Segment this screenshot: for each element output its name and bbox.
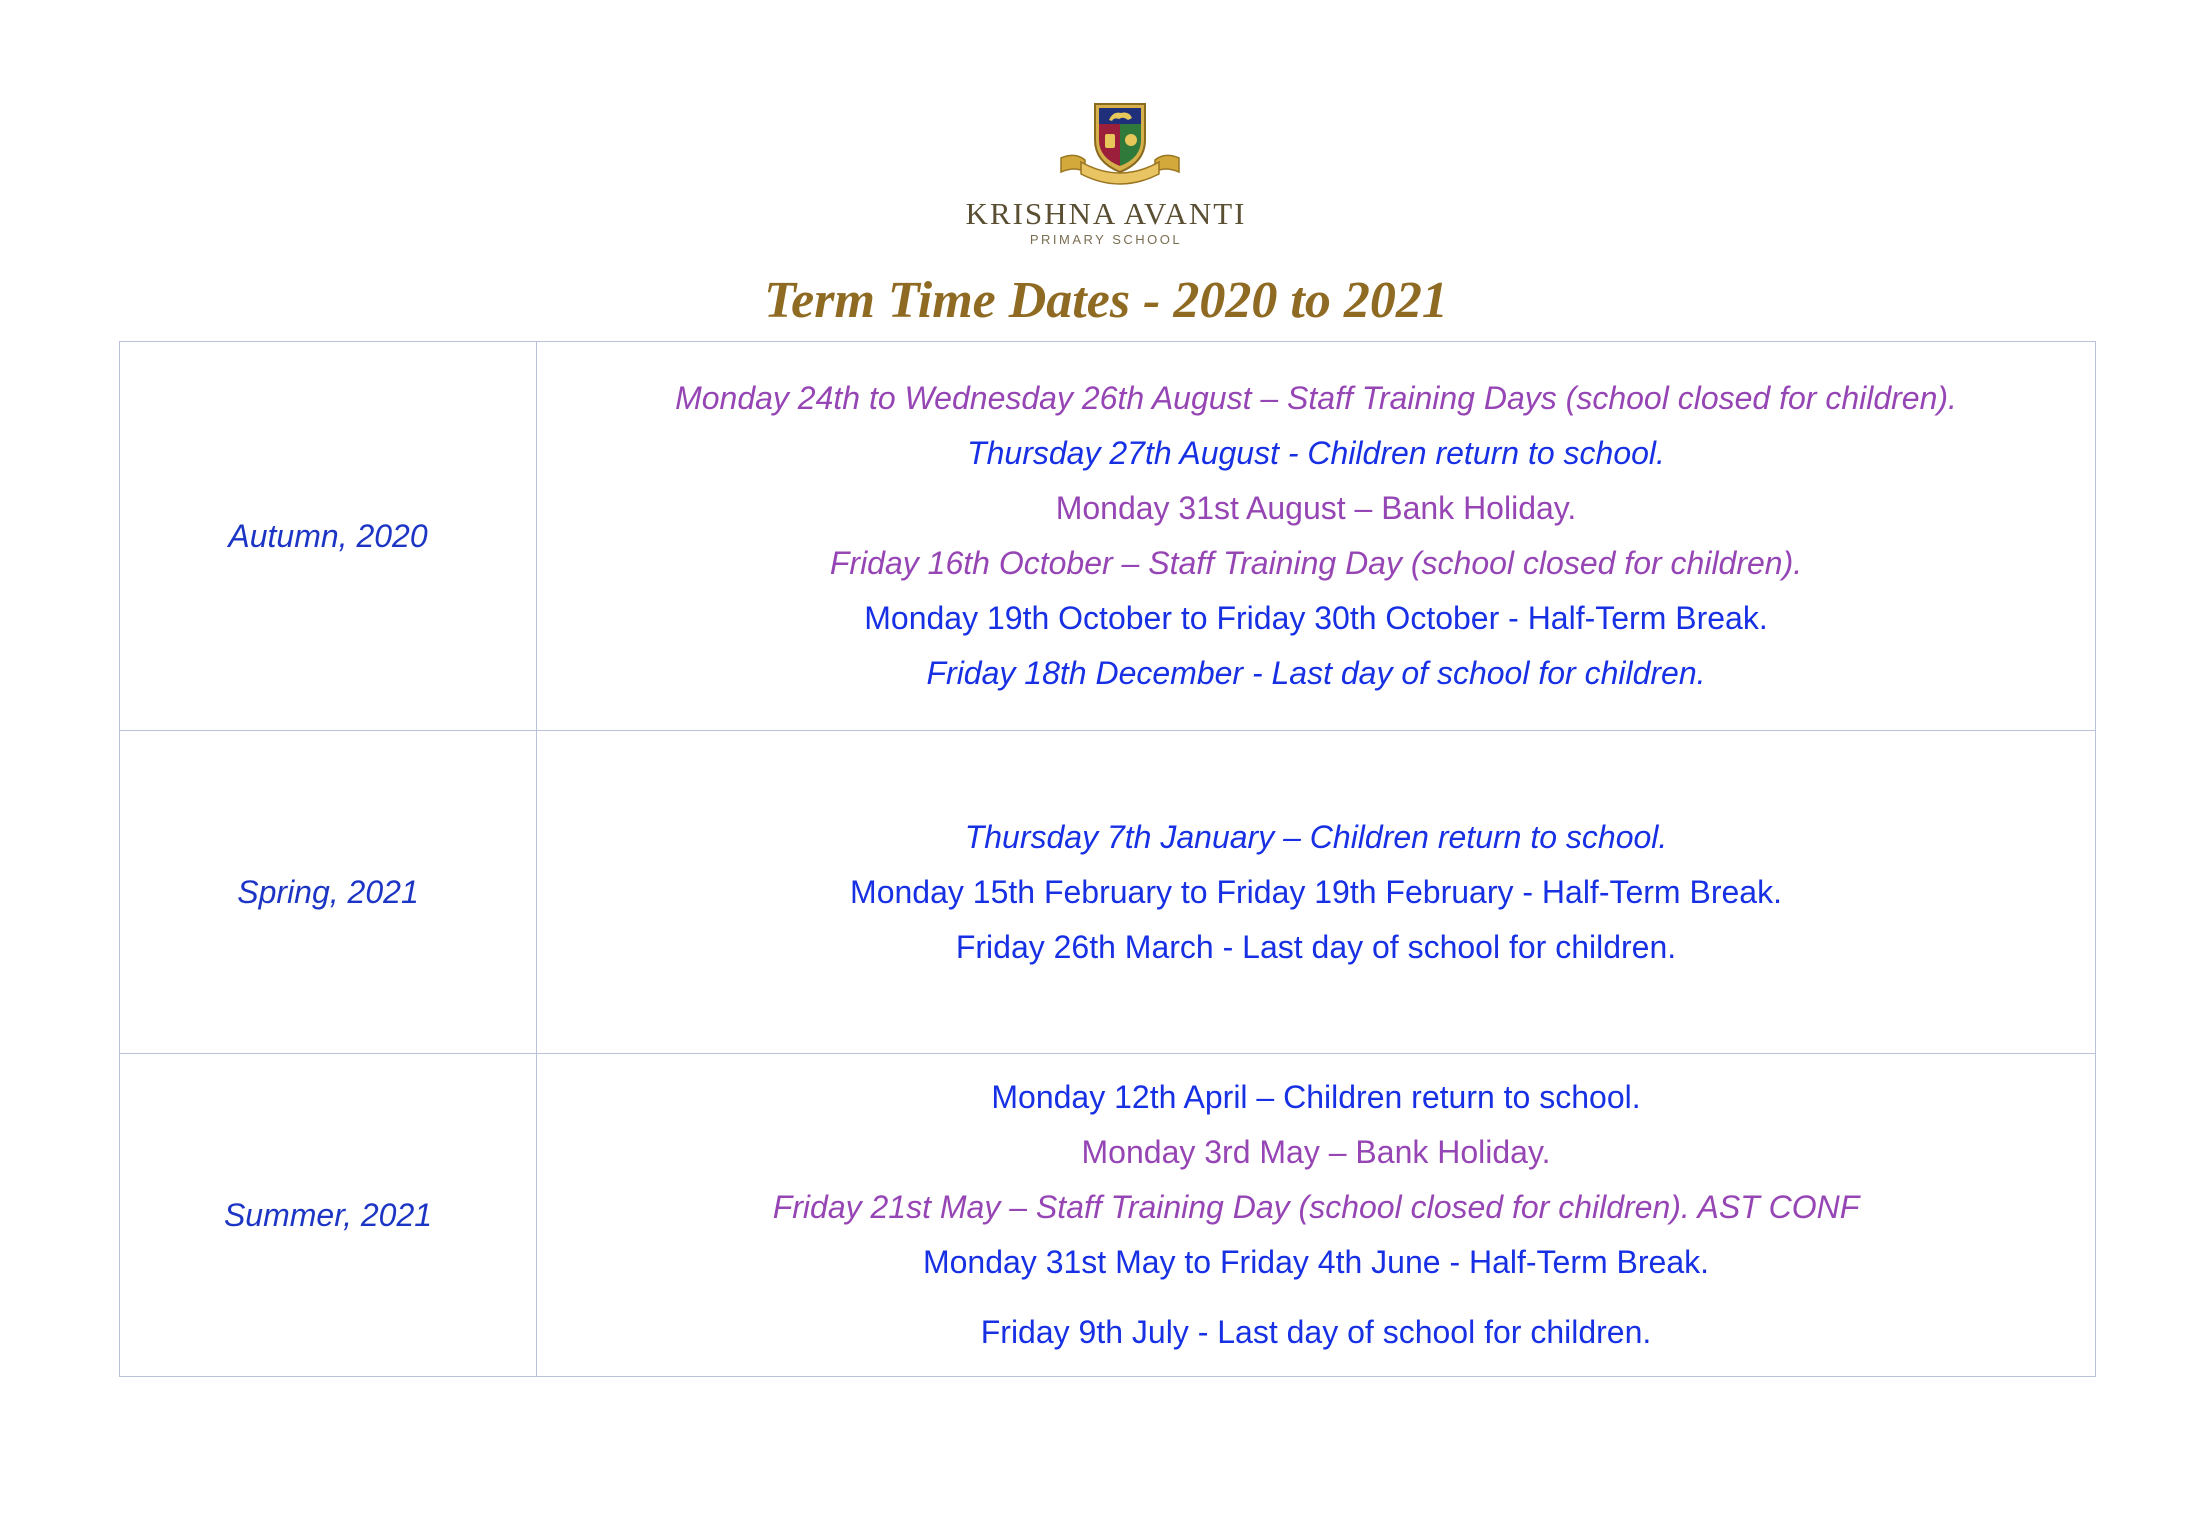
term-events: [537, 342, 2096, 731]
event-line: Monday 31st May to Friday 4th June - Half-Term Break.: [922, 1244, 1710, 1280]
event-line: Monday 31st August – Bank Holiday.: [1055, 490, 1577, 526]
table-row-autumn: [120, 342, 2096, 731]
event-line: Friday 21st May – Staff Training Day (school closed for children). AST CONF: [772, 1189, 1860, 1225]
event-line: Friday 9th July - Last day of school for children.: [980, 1314, 1652, 1350]
school-name: KRISHNA AVANTI: [965, 196, 1247, 231]
page-title: Term Time Dates - 2020 to 2021: [764, 272, 1448, 329]
term-name: Summer, 2021: [120, 1054, 537, 1377]
event-line: Monday 12th April – Children return to school.: [991, 1079, 1641, 1115]
school-subtitle: PRIMARY SCHOOL: [1029, 232, 1183, 247]
event-line: Monday 19th October to Friday 30th October - Half-Term Break.: [864, 600, 1768, 636]
term-events: [537, 731, 2096, 1054]
event-line: Monday 24th to Wednesday 26th August – Staff Training Days (school closed for children).: [675, 380, 1957, 416]
term-dates-table: [119, 341, 2096, 1377]
event-line: Monday 15th February to Friday 19th February - Half-Term Break.: [850, 873, 1782, 910]
event-line: Thursday 7th January – Children return to school.: [964, 818, 1668, 855]
term-events: [537, 1054, 2096, 1377]
table-row-spring: [120, 731, 2096, 1054]
event-line: Thursday 27th August - Children return to school.: [967, 435, 1665, 471]
event-line: Friday 26th March - Last day of school for children.: [955, 928, 1677, 965]
table-row-summer: [120, 1054, 2096, 1377]
event-line: Monday 3rd May – Bank Holiday.: [1081, 1134, 1551, 1170]
school-crest-icon: [1055, 100, 1185, 190]
event-line: Friday 18th December - Last day of school for children.: [926, 655, 1706, 691]
event-line: Friday 16th October – Staff Training Day (school closed for children).: [829, 545, 1803, 581]
term-name: Autumn, 2020: [120, 342, 537, 731]
term-name: Spring, 2021: [120, 731, 537, 1054]
